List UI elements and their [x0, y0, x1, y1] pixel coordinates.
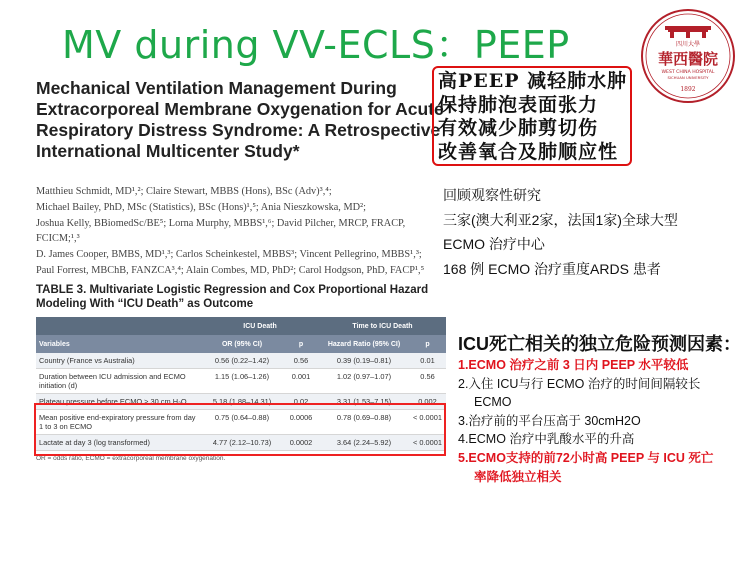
table-row	[36, 353, 446, 369]
table-cell: 0.002	[409, 394, 446, 410]
table-cell: 0.0002	[283, 435, 319, 451]
logo-top-text: 四川大學	[675, 41, 701, 48]
author-line: Paul Forrest, MBChB, FANZCA³,⁴; Alain Combes, MD, PhD²; Carol Hodgson, PhD, FACP¹,⁵	[36, 264, 425, 276]
header-blank	[36, 317, 201, 335]
key-point: 改善氧合及肺顺应性	[438, 140, 619, 163]
author-line: Matthieu Schmidt, MD¹,²; Claire Stewart, MBBS (Hons), BSc (Adv)³,⁴;	[36, 186, 332, 197]
table-cell: 0.0006	[283, 410, 319, 435]
risk-factors-list	[458, 356, 746, 486]
table-cell: 1.02 (0.97–1.07)	[319, 369, 409, 394]
author-line: Michael Bailey, PhD, MSc (Statistics), BSc (Hons)¹,⁵; Ania Nieszkowska, MD²;	[36, 201, 366, 213]
table-cell: Duration between ICU admission and ECMO initiation (d)	[36, 369, 201, 394]
risk-item: ECMO	[474, 395, 512, 410]
key-point: 保持肺泡表面张力	[438, 93, 599, 116]
table-row	[36, 369, 446, 394]
table-cell: 0.39 (0.19–0.81)	[319, 353, 409, 369]
table-cell: 1.15 (1.06–1.26)	[201, 369, 283, 394]
table-cell: 0.56	[409, 369, 446, 394]
study-notes	[443, 183, 743, 281]
table-cell: < 0.0001	[409, 435, 446, 451]
slide-title: MV during VV-ECLS：PEEP	[62, 23, 570, 67]
table-cell: 0.01	[409, 353, 446, 369]
logo-year: 1892	[680, 86, 696, 93]
table-cell: Lactate at day 3 (log transformed)	[36, 435, 201, 451]
key-points-box	[432, 66, 632, 166]
column-header: OR (95% CI)	[201, 335, 283, 353]
table-cell: Country (France vs Australia)	[36, 353, 201, 369]
column-header: Variables	[36, 335, 201, 353]
table-title: TABLE 3. Multivariate Logistic Regression and Cox Proportional Hazard Modeling With “ICU Death” as Outcome	[36, 284, 429, 310]
paper-title: Mechanical Ventilation Management During Extracorporeal Membrane Oxygenation for Acute Respiratory Distress Syndrome: A Retrospective International Multicenter Study*	[36, 78, 444, 161]
logo-english: WEST CHINA HOSPITAL	[661, 70, 715, 75]
table-cell: 0.001	[283, 369, 319, 394]
author-list	[36, 184, 436, 279]
table-cell: 3.31 (1.53–7.15)	[319, 394, 409, 410]
column-header: p	[283, 335, 319, 353]
risk-factors-title: ICU死亡相关的独立危险预测因素：	[458, 334, 741, 354]
column-header: Hazard Ratio (95% CI)	[319, 335, 409, 353]
risk-item: 2.入住 ICU与行 ECMO 治疗的时间间隔较长	[458, 376, 701, 391]
risk-item: 率降低独立相关	[474, 469, 562, 484]
table-cell: 5.18 (1.88–14.31)	[201, 394, 283, 410]
study-note: 三家(澳大利亚2家，法国1家)全球大型	[443, 211, 678, 228]
column-header: p	[409, 335, 446, 353]
table-cell: 0.78 (0.69–0.88)	[319, 410, 409, 435]
key-point: 高PEEP 减轻肺水肿	[438, 70, 628, 92]
table-footnote: OR = odds ratio, ECMO = extracorporeal membrane oxygenation.	[36, 455, 226, 462]
risk-item: 3.治疗前的平台压高于 30cmH2O	[458, 413, 641, 428]
risk-item: 4.ECMO 治疗中乳酸水平的升高	[458, 432, 635, 447]
table-cell: 0.02	[283, 394, 319, 410]
table-cell: Plateau pressure before ECMO > 30 cm H₂O	[36, 394, 201, 410]
logo-english2: SICHUAN UNIVERSITY	[667, 75, 709, 80]
study-note: 168 例 ECMO 治疗重度ARDS 患者	[443, 260, 661, 277]
study-note: ECMO 治疗中心	[443, 236, 545, 252]
table-cell: Mean positive end-expiratory pressure from day 1 to 3 on ECMO	[36, 410, 201, 435]
risk-item: 5.ECMO支持的前72小时高 PEEP 与 ICU 死亡	[458, 450, 714, 465]
key-point: 有效减少肺剪切伤	[438, 117, 599, 139]
study-note: 回顾观察性研究	[443, 187, 541, 203]
table-cell: 4.77 (2.12–10.73)	[201, 435, 283, 451]
logo-name: 華西醫院	[657, 50, 719, 68]
highlight-box	[34, 403, 446, 456]
hospital-logo	[632, 6, 744, 106]
table-cell: < 0.0001	[409, 410, 446, 435]
table-cell: 3.64 (2.24–5.92)	[319, 435, 409, 451]
author-line: Joshua Kelly, BBiomedSc/BE⁵; Lorna Murphy, MBBS¹,⁶; David Pilcher, MRCP, FRACP, FCICM;¹,³	[36, 217, 406, 245]
table-cell: 0.75 (0.64–0.88)	[201, 410, 283, 435]
group-header-time-to-death: Time to ICU Death	[319, 317, 446, 335]
author-line: D. James Cooper, BMBS, MD¹,³; Carlos Scheinkestel, MBBS³; Vincent Pellegrino, MBBS¹,³;	[36, 249, 422, 261]
risk-item: 1.ECMO 治疗之前 3 日内 PEEP 水平较低	[458, 358, 689, 372]
table-cell: 0.56 (0.22–1.42)	[201, 353, 283, 369]
table-cell: 0.56	[283, 353, 319, 369]
group-header-icu-death: ICU Death	[201, 317, 319, 335]
